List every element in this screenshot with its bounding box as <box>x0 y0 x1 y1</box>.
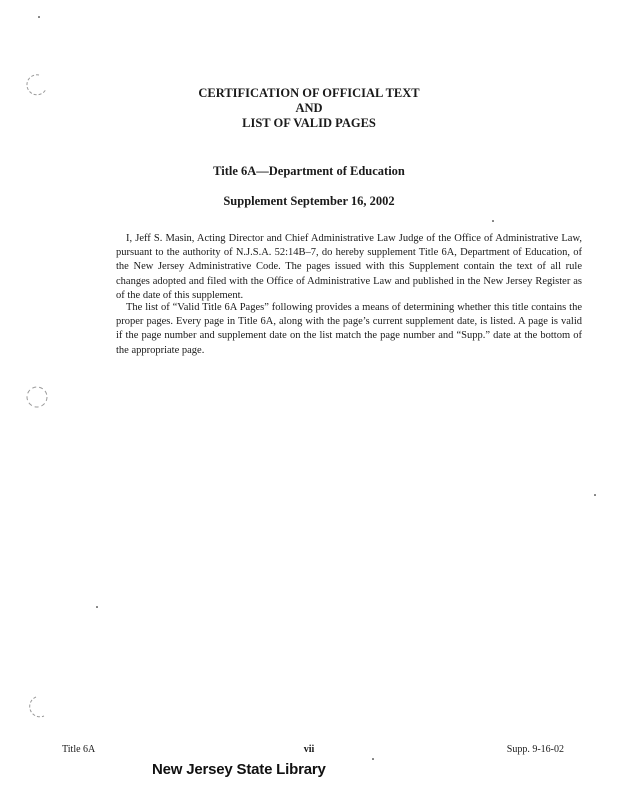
scan-speck <box>372 758 374 760</box>
footer-title: Title 6A <box>62 744 96 755</box>
title-heading: Title 6A—Department of Education <box>213 164 405 178</box>
punch-hole-icon <box>24 72 50 98</box>
heading-line-2: AND <box>295 101 323 115</box>
scan-speck <box>492 220 494 222</box>
punch-hole-icon <box>24 694 50 720</box>
heading-line-3: LIST OF VALID PAGES <box>242 116 376 130</box>
heading-line-1: CERTIFICATION OF OFFICIAL TEXT <box>198 86 420 100</box>
scan-speck <box>594 494 596 496</box>
footer-supplement-date: Supp. 9-16-02 <box>506 744 564 755</box>
library-stamp: New Jersey State Library <box>152 761 326 778</box>
valid-pages-paragraph: The list of “Valid Title 6A Pages” following provides a means of determining whether this title contains the proper pages. Every page in Title 6A, along with the page’s current supplement date, is listed. A page is valid if the page number and supplement date on the list match the page number and “Supp.” date at the bottom of the appropriate page. <box>116 302 582 356</box>
certification-paragraph: I, Jeff S. Masin, Acting Director and Chief Administrative Law Judge of the Office of Administrative Law, pursuant to the authority of N.J.S.A. 52:14B–7, do hereby supplement Title 6A, Department of Education, of the New Jersey Administrative Code. The pages issued with this Supplement contain the text of all rule changes adopted and filed with the Office of Administrative Law and published in the New Jersey Register as of the date of this supplement. <box>116 233 582 301</box>
punch-hole-icon <box>24 384 50 410</box>
certification-heading <box>0 86 618 131</box>
scan-speck <box>38 16 40 18</box>
footer-page-number: vii <box>303 744 315 755</box>
supplement-date-heading: Supplement September 16, 2002 <box>223 194 395 208</box>
scan-speck <box>96 606 98 608</box>
